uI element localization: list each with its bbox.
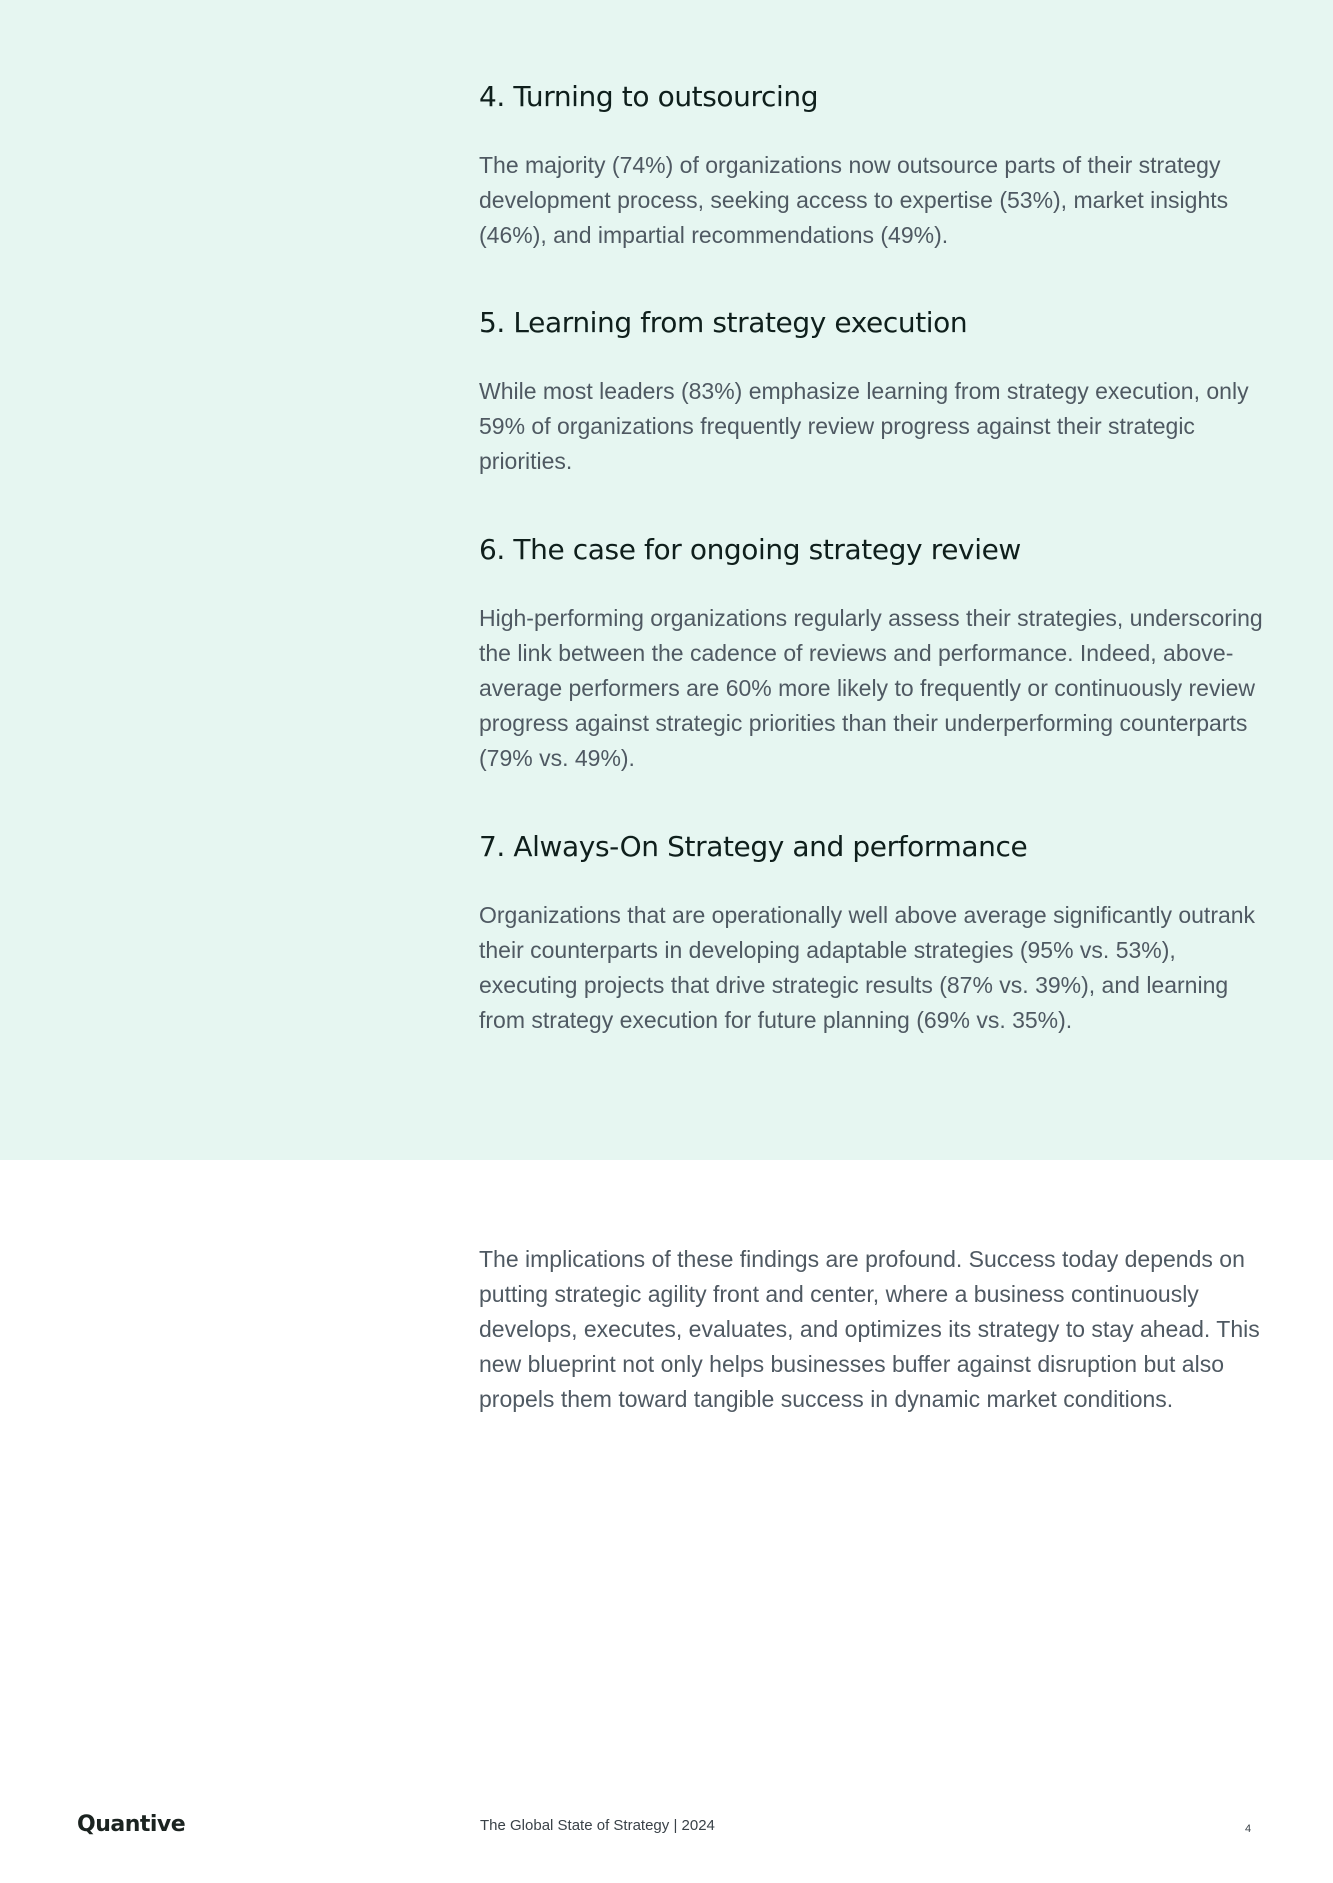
closing-paragraph: The implications of these findings are profound. Success today depends on putting strategic agility front and center, where a business continuously develops, executes, evaluates, and optimizes its strategy to stay ahead. This new blueprint not only helps businesses buffer against disruption but also propels them toward tangible success in dynamic market conditions. xyxy=(479,1246,1260,1412)
quantive-logo: Quantive xyxy=(77,1812,186,1837)
finding-heading: 6. The case for ongoing strategy review xyxy=(479,533,1021,566)
finding-heading: 7. Always-On Strategy and performance xyxy=(479,830,1028,863)
finding-heading: 4. Turning to outsourcing xyxy=(479,80,819,113)
finding-4 xyxy=(479,78,1274,253)
finding-body: While most leaders (83%) emphasize learning from strategy execution, only 59% of organizations frequently review progress against their strategic priorities. xyxy=(479,378,1249,474)
finding-body: Organizations that are operationally well above average significantly outrank their counterparts in developing adaptable strategies (95% vs. 53%), executing projects that drive strategic results (87% vs. 39%), and learning from strategy execution for future planning (69% vs. 35%). xyxy=(479,902,1256,1033)
report-title: The Global State of Strategy | 2024 xyxy=(480,1817,715,1834)
finding-5 xyxy=(479,304,1274,479)
finding-body: The majority (74%) of organizations now outsource parts of their strategy development process, seeking access to expertise (53%), market insights (46%), and impartial recommendations (49%). xyxy=(479,152,1229,248)
finding-7 xyxy=(479,828,1274,1038)
finding-6 xyxy=(479,531,1274,776)
finding-heading: 5. Learning from strategy execution xyxy=(479,306,968,339)
finding-body: High-performing organizations regularly assess their strategies, underscoring the link between the cadence of reviews and performance. Indeed, above-average performers are 60% more likely to frequently or continuously review progress against strategic priorities than their underperforming counterparts (79% vs. 49%). xyxy=(479,605,1263,771)
page-number: 4 xyxy=(1245,1823,1252,1835)
